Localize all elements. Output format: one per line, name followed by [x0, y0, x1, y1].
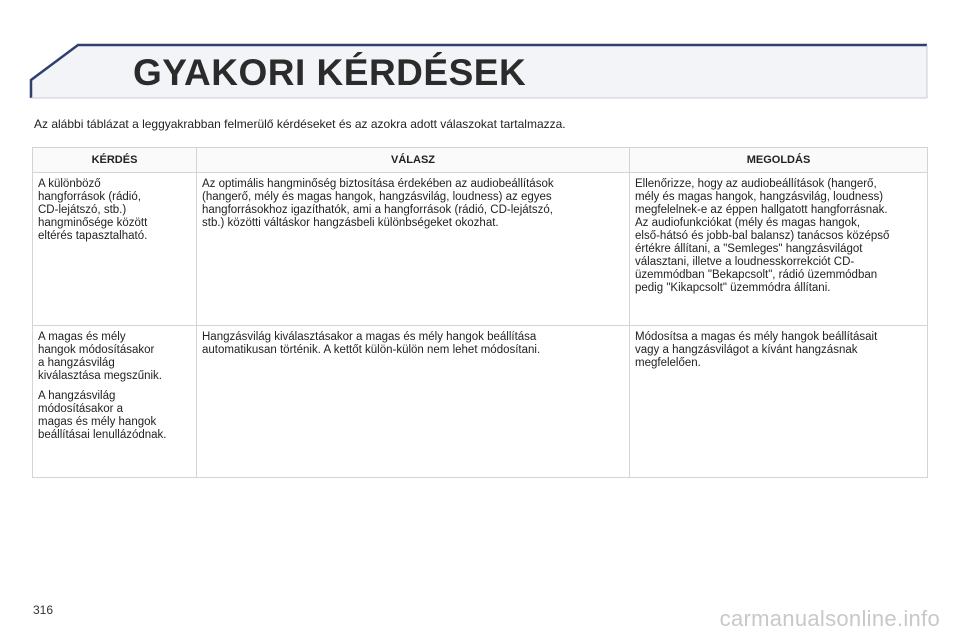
table-row — [33, 173, 928, 326]
faq-table — [32, 147, 928, 478]
question-text: A hangzásvilág módosításakor a magas és mély hangok beállításai lenullázódnak. — [38, 390, 167, 441]
answer-cell — [197, 326, 630, 478]
page-title: GYAKORI KÉRDÉSEK — [133, 52, 527, 93]
question-cell — [33, 326, 197, 478]
solution-text: Ellenőrizze, hogy az audiobeállítások (hangerő, mély és magas hangok, hangzásvilág, loudness) megfelelnek-e az éppen hallgatott hangforrásnak. Az audiofunkciókat (mély és magas hangok, első-hátsó és jobb-bal balansz) tanácsos középső értékre állítani, a "Semleges" hangzásvilágot választani, illetve a loudnesskorrekciót CD- üzemmódban "Bekapcsolt", rádió üzemmódban pedig "Kikapcsolt" üzemmódra állítani. — [635, 178, 890, 294]
table-header-row — [33, 148, 928, 173]
answer-cell — [197, 173, 630, 326]
answer-text: Hangzásvilág kiválasztásakor a magas és mély hangok beállítása automatikusan történik. A kettőt külön-külön nem lehet módosítani. — [202, 331, 541, 356]
question-text: A magas és mély hangok módosításakor a hangzásvilág kiválasztása megszűnik. — [38, 331, 162, 382]
intro-text: Az alábbi táblázat a leggyakrabban felmerülő kérdéseket és az azokra adott válaszokat tartalmazza. — [34, 117, 566, 131]
question-cell — [33, 173, 197, 326]
solution-cell — [630, 326, 928, 478]
question-text: A különböző hangforrások (rádió, CD-lejátszó, stb.) hangminősége között eltérés tapasztalható. — [38, 178, 148, 242]
column-header-solution: MEGOLDÁS — [630, 148, 928, 173]
solution-text: Módosítsa a magas és mély hangok beállításait vagy a hangzásvilágot a kívánt hangzásnak megfelelően. — [635, 331, 878, 369]
page-number: 316 — [33, 603, 54, 617]
answer-text: Az optimális hangminőség biztosítása érdekében az audiobeállítások (hangerő, mély és magas hangok, hangzásvilág, loudness) az egyes hangforrásokhoz igazíthatók, ami a hangforrások (rádió, CD-lejátszó, stb.) közötti váltáskor hangzásbeli különbségeket okozhat. — [202, 178, 554, 229]
solution-cell — [630, 173, 928, 326]
column-header-question: KÉRDÉS — [33, 148, 197, 173]
table-row — [33, 326, 928, 478]
watermark: carmanualsonline.info — [719, 606, 940, 631]
column-header-answer: VÁLASZ — [197, 148, 630, 173]
